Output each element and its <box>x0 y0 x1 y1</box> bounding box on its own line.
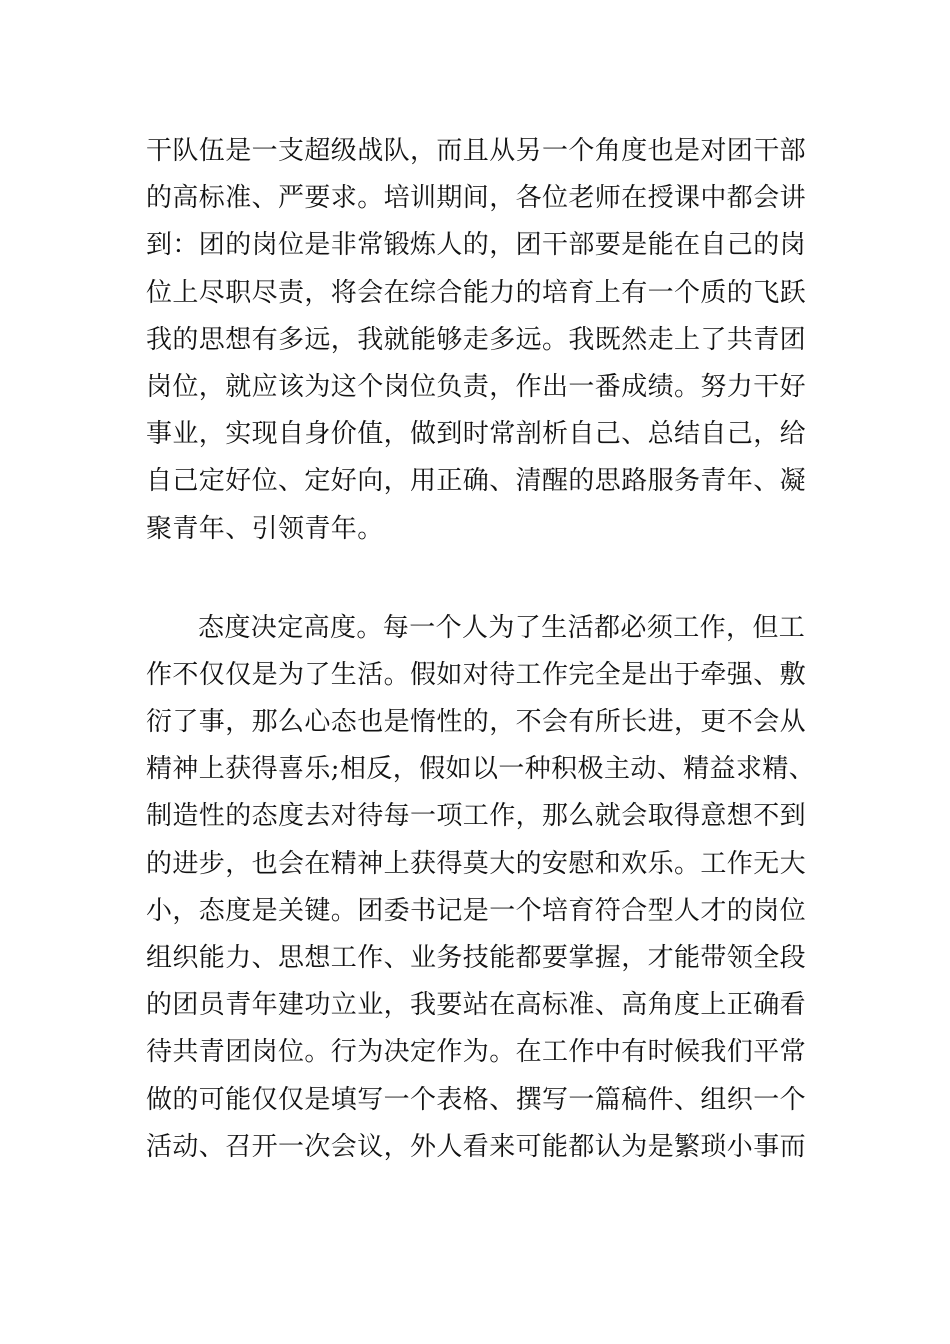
paragraph-2-line-4: 精神上获得喜乐;相反，假如以一种积极主动、精益求精、 <box>146 754 816 785</box>
paragraph-2-line-6: 的进步，也会在精神上获得莫大的安慰和欢乐。工作无大 <box>146 848 807 879</box>
paragraph-2-line-10: 待共青团岗位。行为决定作为。在工作中有时候我们平常 <box>146 1037 807 1068</box>
paragraph-2-line-1: 态度决定高度。每一个人为了生活都必须工作，但工 <box>198 612 806 643</box>
paragraph-2-line-11: 做的可能仅仅是填写一个表格、撰写一篇稿件、组织一个 <box>146 1084 807 1115</box>
paragraph-2-line-8: 组织能力、思想工作、业务技能都要掌握，才能带领全段 <box>146 943 807 973</box>
paragraph-1-line-3: 到：团的岗位是非常锻炼人的，团干部要是能在自己的岗 <box>146 230 807 261</box>
paragraph-2-line-5: 制造性的态度去对待每一项工作，那么就会取得意想不到 <box>146 801 807 832</box>
paragraph-1-line-1: 干队伍是一支超级战队，而且从另一个角度也是对团干部 <box>146 136 807 166</box>
paragraph-2-line-2: 作不仅仅是为了生活。假如对待工作完全是出于牵强、敷 <box>146 659 807 690</box>
paragraph-2 <box>146 605 816 1171</box>
paragraph-1 <box>146 128 810 553</box>
paragraph-2-line-12: 活动、召开一次会议，外人看来可能都认为是繁琐小事而 <box>146 1131 807 1162</box>
paragraph-1-line-9: 聚青年、引领青年。 <box>146 513 384 544</box>
paragraph-1-line-6: 岗位，就应该为这个岗位负责，作出一番成绩。努力干好 <box>146 371 807 402</box>
paragraph-2-line-7: 小，态度是关键。团委书记是一个培育符合型人才的岗位 <box>146 895 807 926</box>
paragraph-1-line-2: 的高标准、严要求。培训期间，各位老师在授课中都会讲 <box>146 183 807 214</box>
paragraph-1-line-4: 位上尽职尽责，将会在综合能力的培育上有一个质的飞跃 <box>146 277 807 308</box>
paragraph-2-line-3: 衍了事，那么心态也是惰性的，不会有所长进，更不会从 <box>146 707 807 738</box>
paragraph-2-line-9: 的团员青年建功立业，我要站在高标准、高角度上正确看 <box>146 990 807 1021</box>
paragraph-1-line-5: 我的思想有多远，我就能够走多远。我既然走上了共青团 <box>146 324 807 355</box>
paragraph-1-line-7: 事业，实现自身价值，做到时常剖析自己、总结自己，给 <box>146 419 807 450</box>
paragraph-1-line-8: 自己定好位、定好向，用正确、清醒的思路服务青年、凝 <box>146 466 807 497</box>
document-page <box>146 128 816 1171</box>
